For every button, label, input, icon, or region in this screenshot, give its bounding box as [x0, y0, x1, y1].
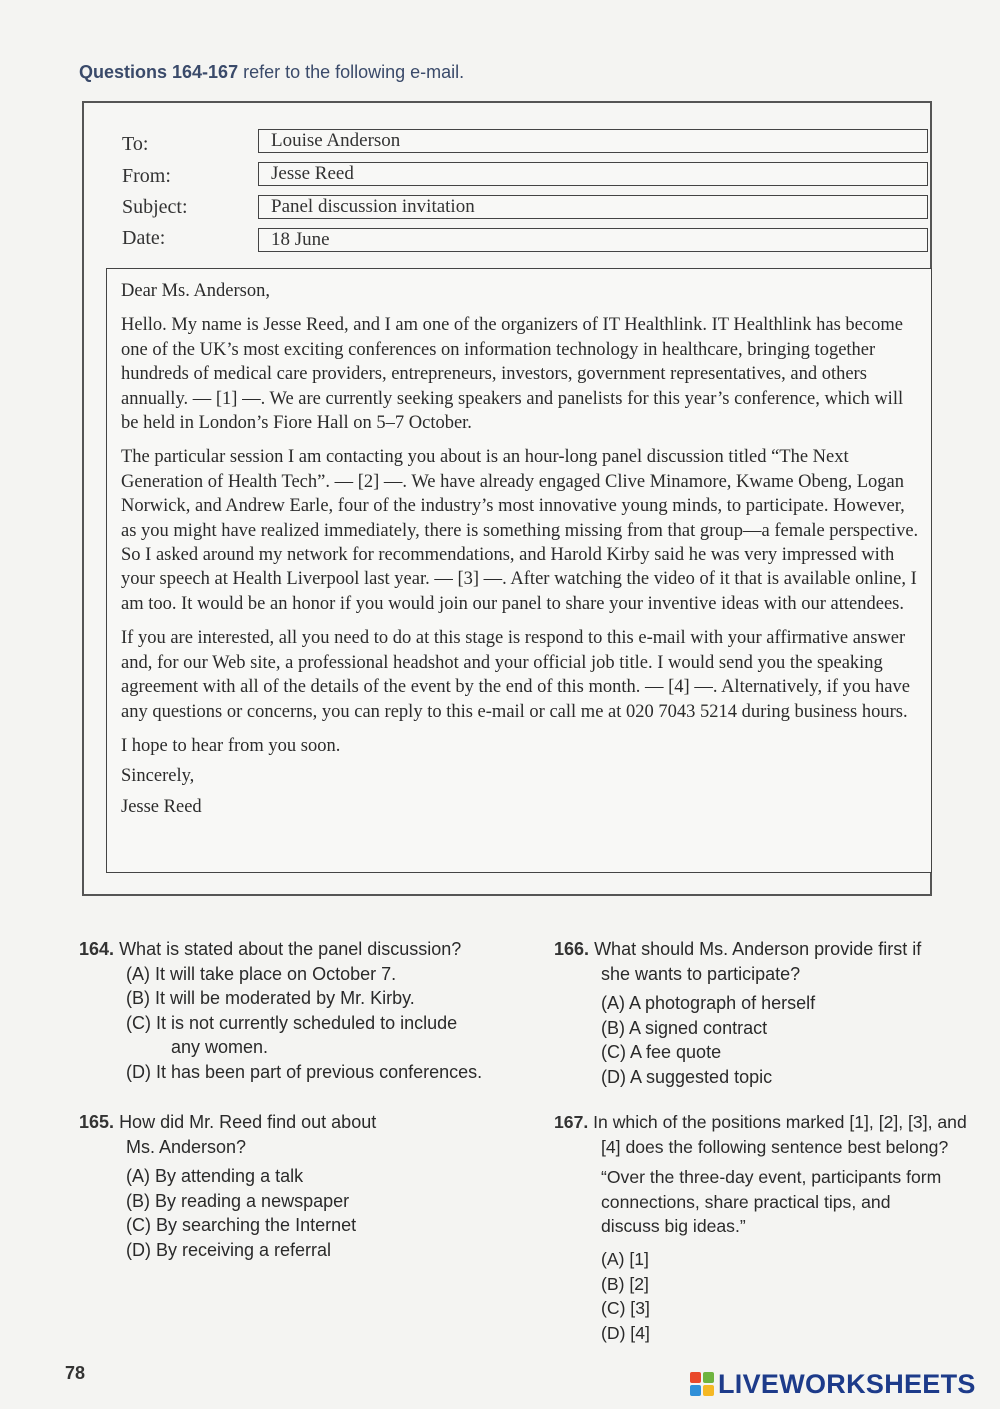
email-body [121, 279, 921, 825]
email-paragraph-2: The particular session I am contacting you about is an hour-long panel discussion titled “The Next Generation of Health Tech”. — [2] —. We have already engaged Clive Minamore, Kwame Obeng, Logan Norwick, and Andrew Earle, four of the industry’s most innovative young minds, to participate. However, as you might have realized immediately, there is something missing from that group—a female perspective. So I asked around my network for recommendations, and Harold Kirby said he was very impressed with your speech at Health Liverpool last year. — [3] —. After watching the video of it that is available online, I am too. It would be an honor if you would join our panel to share your inventive ideas with our attendees. [121, 447, 919, 614]
question-165 [79, 1110, 529, 1263]
email-signoff: Sincerely, [121, 766, 195, 787]
question-166-option-b[interactable]: (B) A signed contract [601, 1017, 768, 1038]
questions-heading [79, 62, 464, 83]
question-164 [79, 937, 529, 1085]
question-166-option-a[interactable]: (A) A photograph of herself [601, 993, 816, 1014]
subject-field: Panel discussion invitation [258, 195, 928, 219]
question-164-option-d[interactable]: (D) It has been part of previous conferences. [126, 1061, 483, 1082]
email-container [82, 101, 932, 896]
question-167-stem [554, 1110, 1000, 1135]
question-165-number: 165. [79, 1112, 115, 1132]
email-paragraph-3: If you are interested, all you need to do at this stage is respond to this e-mail with your affirmative answer and, for our Web site, a professional headshot and your official job title. I would send you the speaking agreement with all of the details of the event by the end of this month. — [4] —. Alternatively, if you have any questions or concerns, you can reply to this e-mail or call me at 020 7043 5214 during business hours. [121, 628, 910, 722]
email-greeting: Dear Ms. Anderson, [121, 281, 271, 301]
question-167 [554, 1110, 1000, 1345]
question-164-option-b[interactable]: (B) It will be moderated by Mr. Kirby. [126, 988, 415, 1009]
question-165-option-d[interactable]: (D) By receiving a referral [126, 1239, 332, 1260]
question-166-text-line2: she wants to participate? [601, 963, 801, 984]
question-167-text-line1: In which of the positions marked [1], [2], [3], and [593, 1112, 967, 1132]
question-166-number: 166. [554, 939, 590, 959]
questions-range: Questions 164-167 [79, 62, 239, 82]
question-166 [554, 937, 994, 1090]
question-165-text-line1: How did Mr. Reed find out about [119, 1112, 377, 1132]
subject-label: Subject: [122, 196, 188, 218]
logo-mark-square-4 [703, 1385, 714, 1396]
question-167-quote-line-1: “Over the three-day event, participants form [601, 1167, 942, 1188]
question-165-option-b[interactable]: (B) By reading a newspaper [126, 1190, 350, 1211]
question-167-option-b[interactable]: (B) [2] [601, 1273, 649, 1294]
question-167-option-c[interactable]: (C) [3] [601, 1298, 650, 1319]
liveworksheets-logo[interactable] [690, 1365, 976, 1403]
question-164-stem [79, 937, 529, 962]
question-167-option-a[interactable]: (A) [1] [601, 1248, 649, 1269]
page-number: 78 [65, 1363, 86, 1383]
question-167-option-d[interactable]: (D) [4] [601, 1322, 650, 1343]
email-body-box [106, 268, 932, 873]
question-166-option-d[interactable]: (D) A suggested topic [601, 1066, 773, 1087]
logo-text: LIVEWORKSHEETS [718, 1368, 976, 1399]
question-164-number: 164. [79, 939, 115, 959]
logo-mark-square-1 [690, 1372, 701, 1383]
to-field: Louise Anderson [258, 129, 928, 153]
questions-heading-text: refer to the following e-mail. [238, 62, 465, 82]
question-167-quote-line-2: connections, share practical tips, and [601, 1191, 891, 1212]
logo-mark-icon [690, 1372, 714, 1396]
from-label: From: [122, 165, 171, 187]
email-paragraph-1: Hello. My name is Jesse Reed, and I am one of the organizers of IT Healthlink. IT Healthlink has become one of the UK’s most exciting conferences on information technology in healthcare, bringing together hundreds of medical care providers, entrepreneurs, investors, government representatives, and others annually. — [1] —. We are currently seeking speakers and panelists for this year’s conference, which will be held in London’s Fiore Hall on 5–7 October. [121, 315, 904, 434]
logo-mark-square-3 [690, 1385, 701, 1396]
logo-mark-square-2 [703, 1372, 714, 1383]
question-164-text: What is stated about the panel discussion? [119, 939, 462, 959]
date-field: 18 June [258, 228, 928, 252]
question-166-stem [554, 937, 994, 962]
question-166-option-c[interactable]: (C) A fee quote [601, 1042, 722, 1063]
question-164-option-c-cont: any women. [171, 1037, 269, 1058]
question-165-option-a[interactable]: (A) By attending a talk [126, 1166, 304, 1187]
email-signature: Jesse Reed [121, 796, 202, 817]
question-166-text-line1: What should Ms. Anderson provide first if [594, 939, 922, 959]
question-165-text-line2: Ms. Anderson? [126, 1136, 247, 1157]
question-165-option-c[interactable]: (C) By searching the Internet [126, 1215, 357, 1236]
question-167-number: 167. [554, 1112, 589, 1132]
question-164-option-c[interactable]: (C) It is not currently scheduled to include [126, 1012, 458, 1033]
date-label: Date: [122, 227, 166, 249]
question-167-quote-line-3: discuss big ideas.” [601, 1216, 746, 1237]
question-165-stem [79, 1110, 529, 1135]
question-164-option-a[interactable]: (A) It will take place on October 7. [126, 963, 397, 984]
from-field: Jesse Reed [258, 162, 928, 186]
question-167-quote [554, 1165, 1000, 1239]
to-label: To: [122, 133, 149, 155]
question-167-text-line2: [4] does the following sentence best belong? [601, 1136, 949, 1157]
email-closing-line: I hope to hear from you soon. [121, 735, 341, 756]
